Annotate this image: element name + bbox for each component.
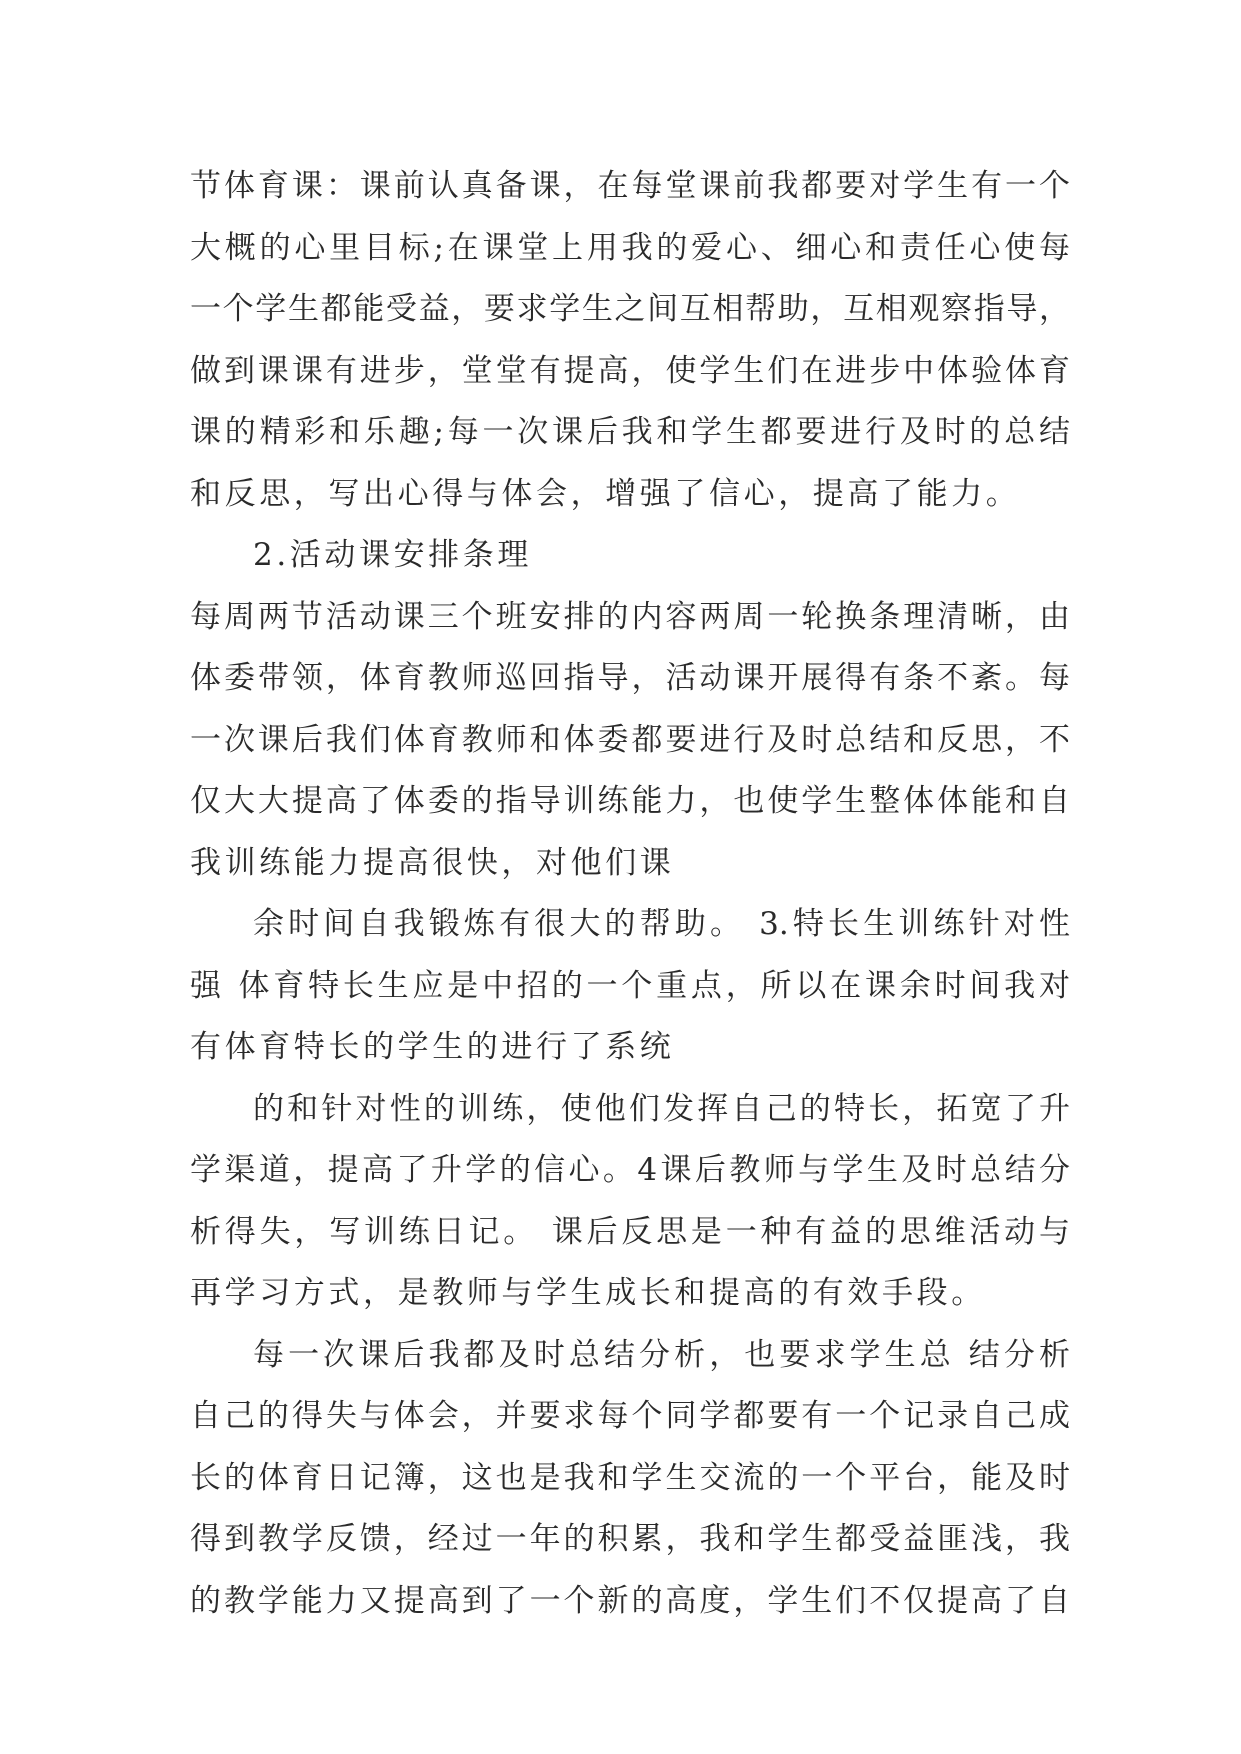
text-line: 得到教学反馈，经过一年的积累，我和学生都受益匪浅，我 xyxy=(190,1521,1070,1557)
text-line: 再学习方式，是教师与学生成长和提高的有效手段。 xyxy=(190,1275,986,1311)
text-line: 每一次课后我都及时总结分析，也要求学生总 结分析 xyxy=(253,1336,1070,1373)
text-line: 仅大大提高了体委的指导训练能力，也使学生整体体能和自 xyxy=(190,783,1070,819)
text-line: 大概的心里目标;在课堂上用我的爱心、细心和责任心使每 xyxy=(190,229,1070,266)
text-line: 和反思，写出心得与体会，增强了信心，提高了能力。 xyxy=(190,475,1021,512)
body-text xyxy=(190,156,1070,1632)
text-line: 一个学生都能受益，要求学生之间互相帮助，互相观察指导， xyxy=(190,291,1070,327)
text-line: 学渠道，提高了升学的信心。4课后教师与学生及时总结分 xyxy=(190,1152,1070,1188)
text-line: 强 体育特长生应是中招的一个重点，所以在课余时间我对 xyxy=(190,967,1070,1004)
text-line: 的和针对性的训练，使他们发挥自己的特长，拓宽了升 xyxy=(253,1090,1070,1127)
text-line: 的教学能力又提高到了一个新的高度，学生们不仅提高了自 xyxy=(190,1582,1070,1619)
text-line: 长的体育日记簿，这也是我和学生交流的一个平台，能及时 xyxy=(190,1459,1070,1496)
text-line: 自己的得失与体会，并要求每个同学都要有一个记录自己成 xyxy=(190,1398,1070,1434)
text-line: 一次课后我们体育教师和体委都要进行及时总结和反思，不 xyxy=(190,721,1070,758)
section-heading: 2.活动课安排条理 xyxy=(253,537,532,573)
text-line: 析得失，写训练日记。 课后反思是一种有益的思维活动与 xyxy=(190,1213,1070,1250)
text-line: 每周两节活动课三个班安排的内容两周一轮换条理清晰，由 xyxy=(190,598,1070,635)
text-line: 余时间自我锻炼有很大的帮助。 3.特长生训练针对性 xyxy=(253,906,1070,942)
text-line: 有体育特长的学生的进行了系统 xyxy=(190,1029,675,1065)
text-line: 体委带领，体育教师巡回指导，活动课开展得有条不紊。每 xyxy=(190,660,1070,696)
text-line: 节体育课：课前认真备课，在每堂课前我都要对学生有一个 xyxy=(190,168,1070,204)
text-line: 做到课课有进步，堂堂有提高，使学生们在进步中体验体育 xyxy=(190,352,1070,389)
text-line: 课的精彩和乐趣;每一次课后我和学生都要进行及时的总结 xyxy=(190,414,1070,450)
text-line: 我训练能力提高很快，对他们课 xyxy=(190,844,675,881)
